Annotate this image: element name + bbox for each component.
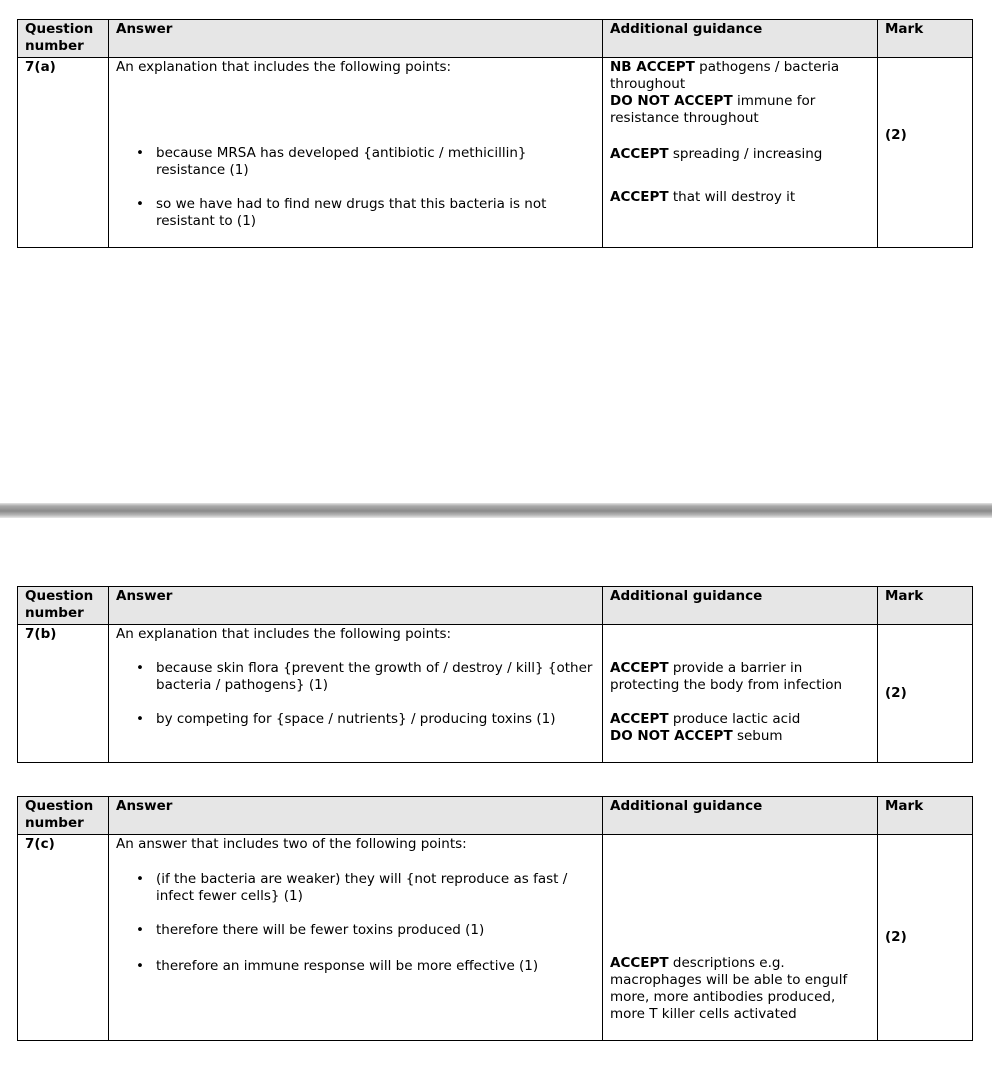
question-number: 7(a): [18, 58, 109, 248]
answer-point: • (if the bacteria are weaker) they will {not reproduce as fast / infect fewer cells} (1): [156, 871, 595, 905]
question-number-header: Question number: [18, 20, 109, 58]
answer-intro: An answer that includes two of the following points:: [116, 836, 467, 852]
answer-cell: [109, 58, 603, 248]
mark-cell: (2): [878, 625, 973, 763]
answer-cell: [109, 835, 603, 1041]
answer-point: • therefore there will be fewer toxins produced (1): [156, 922, 595, 939]
answer-points: [116, 145, 595, 230]
answer-header: Answer: [109, 587, 603, 625]
answer-cell: [109, 625, 603, 763]
guidance-line: ACCEPT provide a barrier in protecting the body from infection: [610, 660, 843, 693]
question-number-header: Question number: [18, 797, 109, 835]
mark-cell: (2): [878, 835, 973, 1041]
answer-header: Answer: [109, 20, 603, 58]
answer-point: • because skin flora {prevent the growth of / destroy / kill} {other bacteria / pathogens} (1): [156, 660, 595, 694]
mark-header: Mark: [878, 587, 973, 625]
mark-header: Mark: [878, 797, 973, 835]
question-number-header: Question number: [18, 587, 109, 625]
answer-row: [18, 835, 973, 1041]
answer-header: Answer: [109, 797, 603, 835]
question-number: 7(b): [18, 625, 109, 763]
answer-points: [116, 660, 595, 728]
guidance-header: Additional guidance: [603, 20, 878, 58]
answer-intro: An explanation that includes the following points:: [116, 626, 452, 642]
guidance-line: ACCEPT produce lactic acid: [610, 711, 801, 727]
header-row: [18, 797, 973, 835]
guidance-header: Additional guidance: [603, 797, 878, 835]
guidance-line: ACCEPT spreading / increasing: [610, 146, 823, 162]
guidance-line: NB ACCEPT pathogens / bacteria throughout: [610, 59, 840, 92]
answer-intro: An explanation that includes the following points:: [116, 59, 452, 75]
guidance-line: DO NOT ACCEPT immune for resistance throughout: [610, 93, 816, 126]
answer-row: [18, 58, 973, 248]
guidance-line: ACCEPT that will destroy it: [610, 189, 796, 205]
header-row: [18, 587, 973, 625]
guidance-line: ACCEPT descriptions e.g. macrophages will be able to engulf more, more antibodies produced, more T killer cells activated: [610, 955, 848, 1022]
guidance-cell: [603, 835, 878, 1041]
answer-point: • by competing for {space / nutrients} / producing toxins (1): [156, 711, 595, 728]
mark-scheme-table-7c: [17, 796, 973, 1041]
question-number: 7(c): [18, 835, 109, 1041]
guidance-header: Additional guidance: [603, 587, 878, 625]
mark-scheme-table-7a: [17, 19, 973, 248]
mark-scheme-table-7b: [17, 586, 973, 763]
answer-row: [18, 625, 973, 763]
mark-header: Mark: [878, 20, 973, 58]
answer-points: [116, 871, 595, 975]
answer-point: • because MRSA has developed {antibiotic / methicillin} resistance (1): [156, 145, 595, 179]
guidance-line: DO NOT ACCEPT sebum: [610, 728, 783, 744]
page-separator: [0, 503, 992, 518]
header-row: [18, 20, 973, 58]
answer-point: • therefore an immune response will be more effective (1): [156, 958, 595, 975]
guidance-cell: [603, 58, 878, 248]
guidance-cell: [603, 625, 878, 763]
mark-cell: (2): [878, 58, 973, 248]
answer-point: • so we have had to find new drugs that this bacteria is not resistant to (1): [156, 196, 595, 230]
